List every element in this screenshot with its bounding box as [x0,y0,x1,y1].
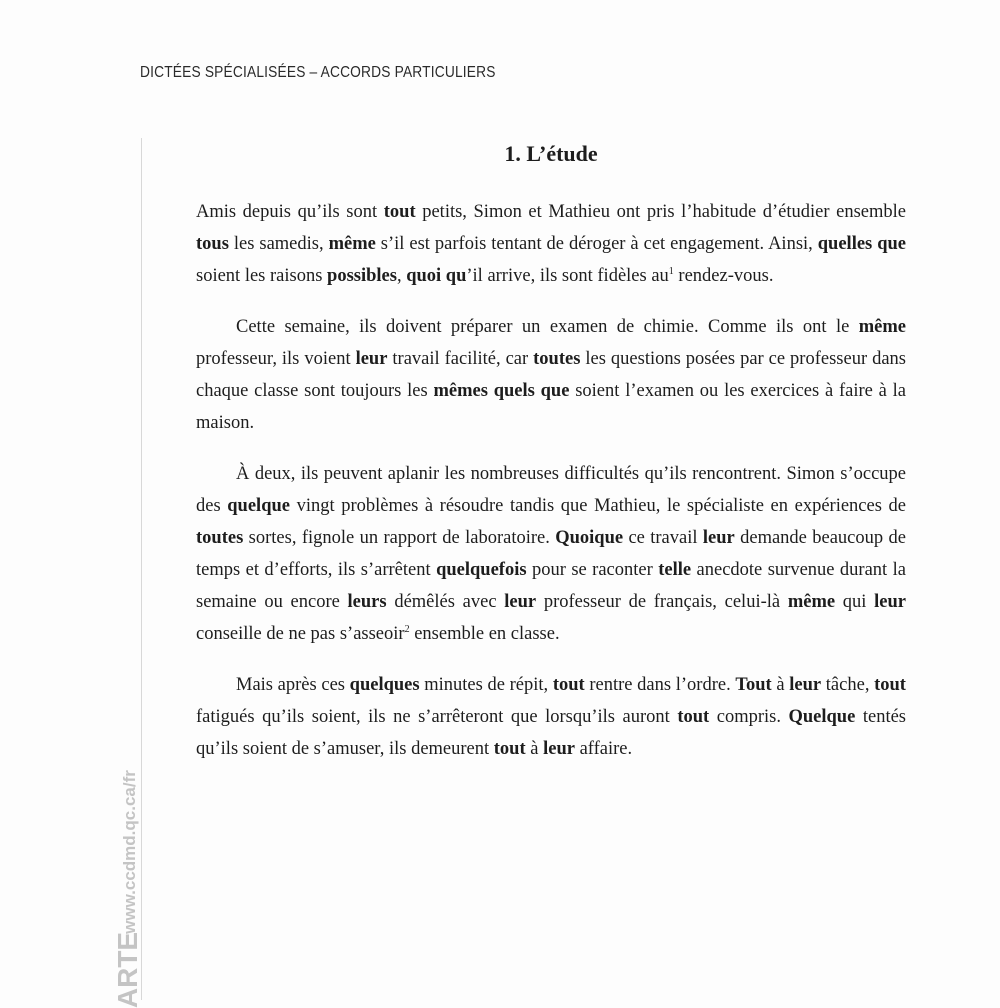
target-word: possibles [327,266,397,286]
paragraph [196,669,906,765]
target-word: quelles que [817,234,906,254]
target-word: mêmes quels que [433,381,570,401]
target-word: toutes [196,528,244,548]
text-run: anecdote survenue durant la semaine ou encore [196,560,906,612]
text-run: rentre dans l’ordre. [584,675,736,695]
dictation-text [196,196,906,784]
target-word: leur [543,739,575,759]
target-word: tout [493,739,526,759]
target-word: tout [383,202,416,222]
target-word: Tout [735,675,772,695]
text-run: conseille de ne pas s’asseoir [196,624,405,644]
target-word: même [328,234,376,254]
side-margin-url: www.ccdmd.qc.ca/fr [120,770,139,934]
text-run: fatigués qu’ils soient, ils ne s’arrêteront que lorsqu’ils auront [196,707,678,727]
paragraph [196,458,906,650]
target-word: quelquefois [436,560,527,580]
target-word: même [858,317,906,337]
target-word: tous [196,234,229,254]
target-word: Quoique [555,528,624,548]
dictation-title: 1. L’étude [504,141,598,166]
text-run: , [396,266,407,286]
text-run: affaire. [574,739,633,759]
text-run: soient les raisons [196,266,328,286]
running-header: DICTÉES SPÉCIALISÉES – ACCORDS PARTICULIERS [140,64,496,81]
text-run: Mais après ces [236,675,350,695]
target-word: tout [552,675,585,695]
text-run: soient l’examen ou les exercices à faire à la maison. [196,381,906,433]
text-run: professeur de français, celui-là [536,592,788,612]
text-run: à [525,739,544,759]
target-word: toutes [533,349,581,369]
target-word: tout [874,675,906,695]
text-run: ensemble en classe. [409,624,560,644]
text-run: sortes, fignole un rapport de laboratoire. [243,528,556,548]
target-word: leurs [347,592,387,612]
text-run: qui [835,592,875,612]
target-word: même [787,592,836,612]
text-run: pour se raconter [526,560,659,580]
text-run: Amis depuis qu’ils sont [196,202,384,222]
target-word: Quelque [788,707,856,727]
text-run: tâche, [821,675,875,695]
text-run: petits, Simon et Mathieu ont pris l’habitude d’étudier ensemble [415,202,907,222]
target-word: leur [874,592,907,612]
text-run: ce travail [623,528,703,548]
target-word: telle [658,560,692,580]
footnote-marker: 2 [404,624,410,635]
text-run: minutes de répit, [419,675,553,695]
text-run: Cette semaine, ils doivent préparer un examen de chimie. Comme ils ont le [236,317,859,337]
target-word: leur [504,592,537,612]
side-margin-brand: ARTE [112,931,143,1008]
target-word: leur [789,675,822,695]
text-run: travail facilité, car [387,349,534,369]
text-run: les questions posées par ce professeur dans chaque classe sont toujours les [196,349,906,401]
text-run: À deux, ils peuvent aplanir les nombreuses difficultés qu’ils rencontrent. Simon s’occupe des [196,464,906,516]
text-run: les samedis, [228,234,329,254]
text-run: rendez-vous. [673,266,774,286]
text-run: vingt problèmes à résoudre tandis que Mathieu, le spécialiste en expériences de [289,496,906,516]
target-word: leur [702,528,735,548]
text-run: démêlés avec [386,592,505,612]
text-run: compris. [709,707,789,727]
text-run: s’il est parfois tentant de déroger à cet engagement. Ainsi, [375,234,818,254]
text-run: demande beaucoup de temps et d’efforts, ils s’arrêtent [196,528,906,580]
target-word: quelque [227,496,290,516]
text-run: à [771,675,790,695]
paragraph [196,311,906,439]
target-word: tout [677,707,710,727]
text-run: professeur, ils voient [196,349,356,369]
target-word: quelques [349,675,420,695]
footnote-marker: 1 [668,266,674,277]
target-word: leur [355,349,388,369]
target-word: quoi qu [406,266,467,286]
paragraph [196,196,906,292]
text-run: ’il arrive, ils sont fidèles au [466,266,669,286]
text-run: tentés qu’ils soient de s’amuser, ils demeurent [196,707,906,759]
margin-rule [141,138,142,1000]
